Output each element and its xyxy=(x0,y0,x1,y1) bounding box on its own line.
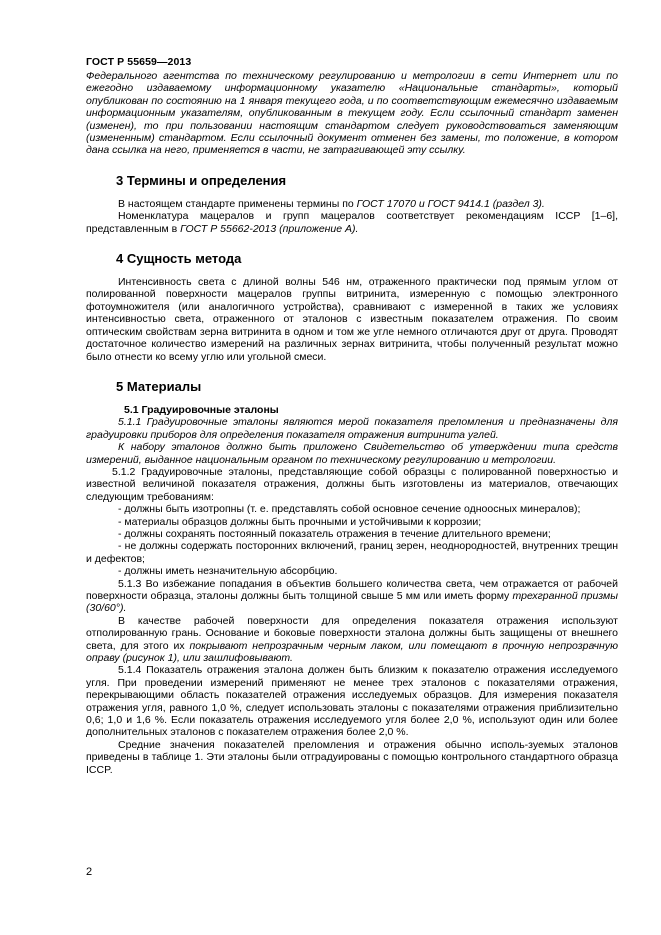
intro-paragraph: Федерального агентства по техническому регулированию и метрологии в сети Интернет или по ежегодно издаваемому информационному указателю «Национальные стандарты», который опубликован по состоянию на 1 января текущего года, и по соответствующим ежемесячно издаваемым информационным указателям, опубликованным в текущем году. Если ссылочный стандарт заменен (изменен), то при пользовании настоящим стандартом следует руководствоваться заменяющим (измененным) стандартом. Если ссылочный документ отменен без замены, то положение, в котором дана ссылка на него, применяется в части, не затрагивающей эту ссылку. xyxy=(86,70,618,157)
section-3-paragraph-2: Номенклатура мацералов и групп мацералов соответствует рекомендациям ICCP [1–6], представленным в ГОСТ Р 55662-2013 (приложение А). xyxy=(86,210,618,235)
page-number: 2 xyxy=(86,866,93,878)
section-3-heading: 3 Термины и определения xyxy=(116,172,287,188)
clause-5-1-2: 5.1.2 Градуировочные эталоны, представляющие собой образцы с полированной поверхностью и известной величиной показателя отражения, должны быть изготовлены из материалов, отвечающих следующим требованиям: xyxy=(86,465,618,503)
requirement-5: - должны иметь незначительную абсорбцию. xyxy=(118,565,338,578)
requirement-4: - не должны содержать посторонних включений, границ зерен, неоднородностей, внутренних трещин и дефектов; xyxy=(86,540,618,565)
closing-paragraph: Средние значения показателей преломления и отражения обычно исполь-зуемых эталонов приведены в таблице 1. Эти эталоны были отградуированы с помощью контрольного стандартного образца ICCP. xyxy=(86,738,618,776)
clause-5-1-3-continued: В качестве рабочей поверхности для определения показателя отражения используют отполированную грань. Основание и боковые поверхности эталона должны быть защищены от внешнего света, для этого их покрывают непрозрачным черным лаком, или помещают в прочную непрозрачную оправу (рисунок 1), или зашлифовывают. xyxy=(86,614,618,665)
requirement-1: - должны быть изотропны (т. е. представлять собой основное сечение одноосных минералов); xyxy=(118,503,581,516)
section-4-paragraph: Интенсивность света с длиной волны 546 нм, отраженного практически под прямым углом от полированной поверхности мацералов группы витринита, измеренную с помощью электронного фотоумножителя (или аналогичного устройства), сравнивают с измеренной в таких же условиях интенсивностью света, отраженного от эталонов с известным показателем отражения. По своим оптическим свойствам зерна витринита в одном и том же угле немного отличаются друг от друга. Проводят достаточное количество измерений на различных зернах витринита, чтобы полученный результат можно было отнести ко всему углю или угольной смеси. xyxy=(86,276,618,363)
document-code: ГОСТ Р 55659—2013 xyxy=(86,56,192,68)
clause-5-1-1: 5.1.1 Градуировочные эталоны являются мерой показателя преломления и предназначены для градуировки приборов для определения показателя отражения витринита углей. xyxy=(86,416,618,441)
section-5-heading: 5 Материалы xyxy=(116,378,202,394)
requirement-3: - должны сохранять постоянный показатель отражения в течение длительного времени; xyxy=(118,527,551,540)
section-4-heading: 4 Сущность метода xyxy=(116,251,242,267)
clause-5-1-3: 5.1.3 Во избежание попадания в объектив большего количества света, чем отражается от рабочей поверхности образца, эталоны должны быть толщиной свыше 5 мм или иметь форму трехгранной призмы (30/60°). xyxy=(86,577,618,615)
section-3-paragraph-1: В настоящем стандарте применены термины по ГОСТ 17070 и ГОСТ 9414.1 (раздел 3). xyxy=(118,197,545,210)
clause-5-1-1-note: К набору эталонов должно быть приложено Свидетельство об утверждении типа средств измерений, выданное национальным органом по техническому регулированию и метрологии. xyxy=(86,441,618,466)
requirement-2: - материалы образцов должны быть прочными и устойчивыми к коррозии; xyxy=(118,515,482,528)
clause-5-1-4: 5.1.4 Показатель отражения эталона должен быть близким к показателю отражения исследуемого угля. При проведении измерений применяют не менее трех эталонов с показателями отражения, перекрывающими область показателей отражения исследуемых образцов. Для измерения показателя отражения угля, равного 1,0 %, следует использовать эталоны с показателями отражения приблизительно 0,6; 1,0 и 1,6 %. Если показатель отражения исследуемого угля более 2,0 %, используют один или более дополнительных эталонов с показателем отражения более 2,0 %. xyxy=(86,664,618,739)
document-body xyxy=(86,70,618,776)
subsection-5-1-heading: 5.1 Градуировочные эталоны xyxy=(124,403,279,416)
